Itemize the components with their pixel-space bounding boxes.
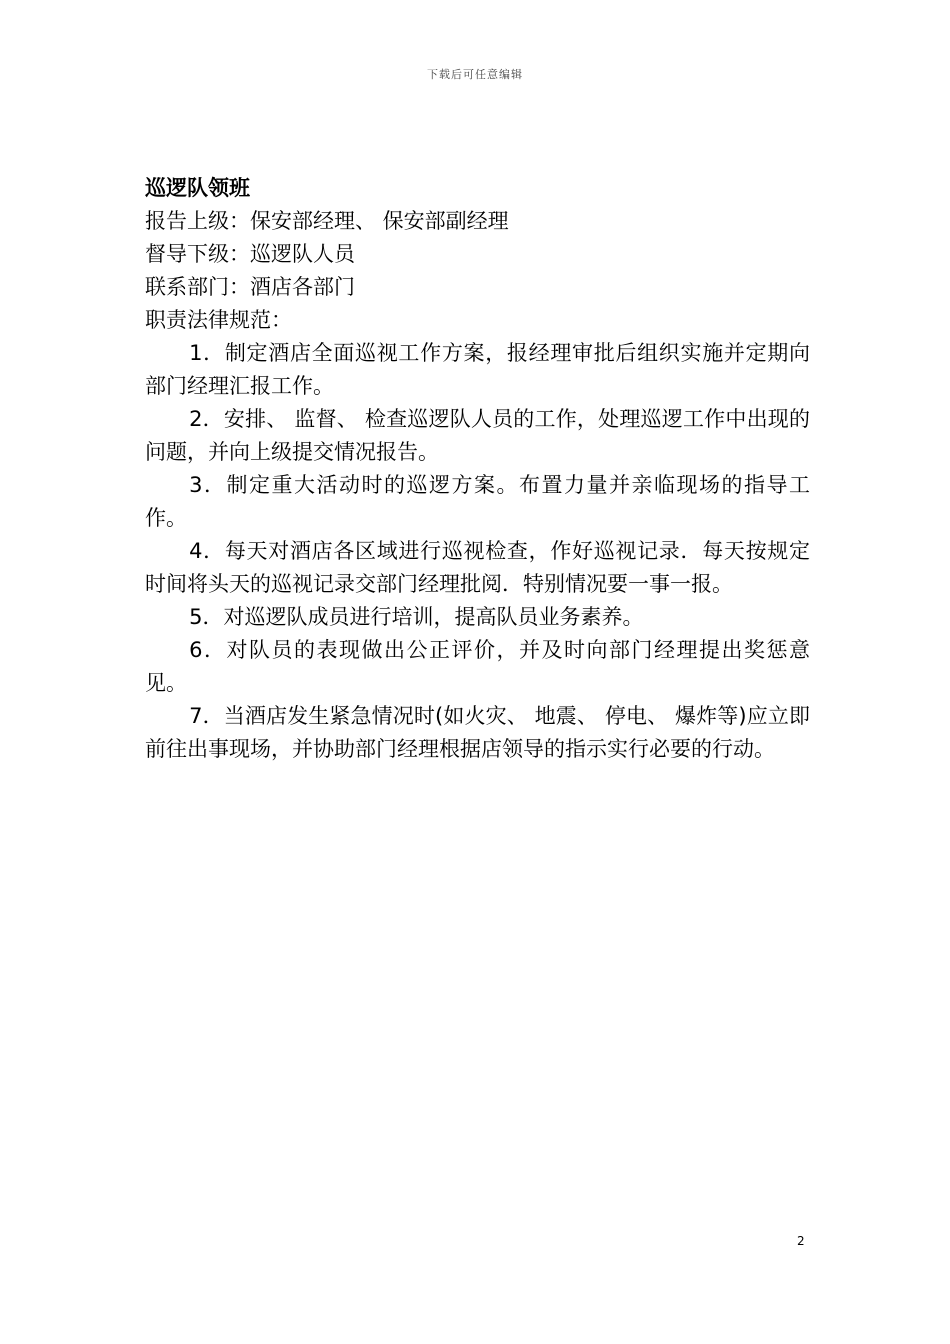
duty-item: 2．安排、 监督、 检查巡逻队人员的工作，处理巡逻工作中出现的问题，并向上级提交情况报告。 <box>145 407 810 464</box>
duty-item: 6．对队员的表现做出公正评价，并及时向部门经理提出奖惩意见。 <box>145 638 810 695</box>
duty-item: 5．对巡逻队成员进行培训，提高队员业务素养。 <box>189 605 644 629</box>
document-body <box>145 172 810 766</box>
duty-item: 7．当酒店发生紧急情况时(如火灾、 地震、 停电、 爆炸等)应立即前往出事现场，并协助部门经理根据店领导的指示实行必要的行动。 <box>145 704 810 761</box>
duty-item: 3．制定重大活动时的巡逻方案。布置力量并亲临现场的指导工作。 <box>145 473 810 530</box>
page-number: 2 <box>797 1234 805 1248</box>
document-title: 巡逻队领班 <box>145 176 250 200</box>
duty-item: 4．每天对酒店各区域进行巡视检查，作好巡视记录．每天按规定时间将头天的巡视记录交部门经理批阅．特别情况要一事一报。 <box>145 539 810 596</box>
supervises-line: 督导下级：巡逻队人员 <box>145 242 355 266</box>
page-header: 下载后可任意编辑 <box>427 68 523 81</box>
liaison-departments-line: 联系部门：酒店各部门 <box>145 275 355 299</box>
duties-list <box>145 337 810 766</box>
responsibilities-heading: 职责法律规范： <box>145 308 292 332</box>
reports-to-line: 报告上级：保安部经理、 保安部副经理 <box>145 209 509 233</box>
duty-item: 1．制定酒店全面巡视工作方案，报经理审批后组织实施并定期向部门经理汇报工作。 <box>145 341 810 398</box>
